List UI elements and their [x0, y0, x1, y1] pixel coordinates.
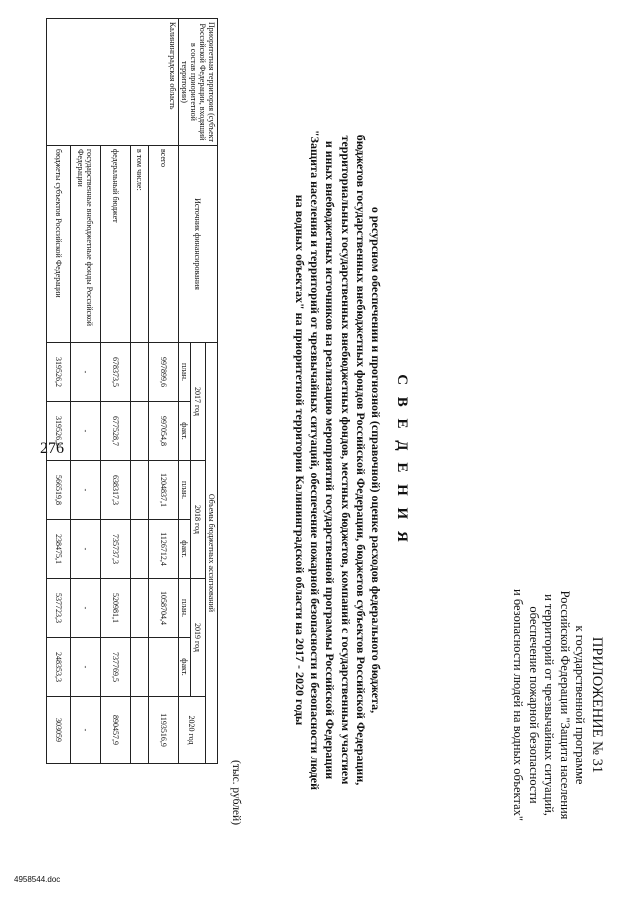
appendix-line: и безопасности людей на водных объектах" — [511, 589, 526, 821]
value-cell — [131, 579, 149, 638]
source-cell: государственные внебюджетные фонды Российской Федерации — [71, 146, 101, 343]
value-cell — [149, 638, 179, 697]
document-heading — [292, 80, 410, 840]
appendix-line: обеспечение пожарной безопасности — [527, 606, 541, 804]
header-territory: Приоритетная территория (субъект Российской Федерации, входящий в состав приоритетной территории) — [179, 19, 218, 146]
value-cell: 997054,8 — [149, 402, 179, 461]
header-fact: факт. — [179, 402, 191, 461]
value-cell: 303059 — [47, 697, 71, 764]
table-row — [149, 19, 179, 764]
value-cell: 997899,6 — [149, 343, 179, 402]
header-plan: план. — [179, 461, 191, 520]
value-cell — [131, 520, 149, 579]
value-cell: 1058704,4 — [149, 579, 179, 638]
table-header-row — [206, 19, 218, 764]
value-cell: 319526,2 — [47, 402, 71, 461]
value-cell: 248353,3 — [47, 638, 71, 697]
appendix-block — [510, 545, 604, 865]
value-cell: 638317,3 — [101, 461, 131, 520]
value-cell: - — [71, 461, 101, 520]
value-cell: 520981,1 — [101, 579, 131, 638]
value-cell: 890457,9 — [101, 697, 131, 764]
heading-line: территориальных государственных внебюджетных фондов, местных бюджетов, компаний с государственным участием — [338, 135, 353, 785]
units-label: (тыс. рублей) — [230, 760, 242, 826]
appendix-title: ПРИЛОЖЕНИЕ № 31 — [589, 636, 605, 774]
heading-line: и иных внебюджетных источников на реализацию мероприятий государственной программы Российской Федерации — [323, 140, 338, 780]
territory-cell: Калининградская область — [47, 19, 179, 146]
value-cell: - — [71, 579, 101, 638]
value-cell — [131, 402, 149, 461]
appendix-line: к государственной программе — [573, 625, 588, 785]
heading-line: на водных объектах" на приоритетной территории Калининградской области на 2017 - 2020 годы — [292, 194, 307, 726]
value-cell: 566519,8 — [47, 461, 71, 520]
header-source: Источник финансирования — [179, 146, 218, 343]
budget-table — [46, 18, 218, 764]
value-cell: 1204837,1 — [149, 461, 179, 520]
header-year-2019: 2019 год — [191, 579, 206, 697]
heading-line: о ресурсном обеспечении и прогнозной (справочной) оценке расходов федерального бюджета, — [369, 206, 383, 714]
header-plan: план. — [179, 343, 191, 402]
value-cell: 678373,5 — [101, 343, 131, 402]
header-fact: факт. — [179, 520, 191, 579]
value-cell: - — [71, 697, 101, 764]
value-cell: 319526,2 — [47, 343, 71, 402]
heading-line: "Защита населения и территорий от чрезвычайных ситуаций, обеспечение пожарной безопасности и безопасности людей — [308, 129, 323, 791]
value-cell: 677528,7 — [101, 402, 131, 461]
header-volumes: Объемы бюджетных ассигнований — [206, 343, 218, 764]
value-cell: 735737,3 — [101, 520, 131, 579]
heading-title: С В Е Д Е Н И Я — [394, 374, 410, 546]
value-cell: - — [71, 343, 101, 402]
source-cell: всего — [149, 146, 179, 343]
value-cell: 737769,5 — [101, 638, 131, 697]
value-cell: 1193516,9 — [149, 697, 179, 764]
source-cell: бюджеты субъектов Российской Федерации — [47, 146, 71, 343]
heading-line: бюджетов государственных внебюджетных фондов Российской Федерации, бюджетов субъектов Российской Федерации, — [353, 134, 368, 786]
value-cell: 537723,3 — [47, 579, 71, 638]
value-cell: - — [71, 638, 101, 697]
value-cell: - — [71, 402, 101, 461]
appendix-line: Российской Федерации "Защита населения — [558, 590, 572, 820]
header-plan: план. — [179, 579, 191, 638]
source-cell: федеральный бюджет — [101, 146, 131, 343]
header-year-2020: 2020 год — [179, 697, 206, 764]
page-number: 276 — [40, 440, 64, 457]
value-cell — [131, 461, 149, 520]
source-cell: в том числе: — [131, 146, 149, 343]
value-cell — [131, 697, 149, 764]
header-fact: факт. — [179, 638, 191, 697]
value-cell — [131, 343, 149, 402]
header-year-2017: 2017 год — [191, 343, 206, 461]
appendix-line: и территорий от чрезвычайных ситуаций, — [542, 594, 557, 816]
value-cell: 1126712,4 — [149, 520, 179, 579]
document-id: 4958544.doc — [14, 875, 61, 884]
value-cell: - — [71, 520, 101, 579]
value-cell — [131, 638, 149, 697]
header-year-2018: 2018 год — [191, 461, 206, 579]
value-cell: 238475,1 — [47, 520, 71, 579]
